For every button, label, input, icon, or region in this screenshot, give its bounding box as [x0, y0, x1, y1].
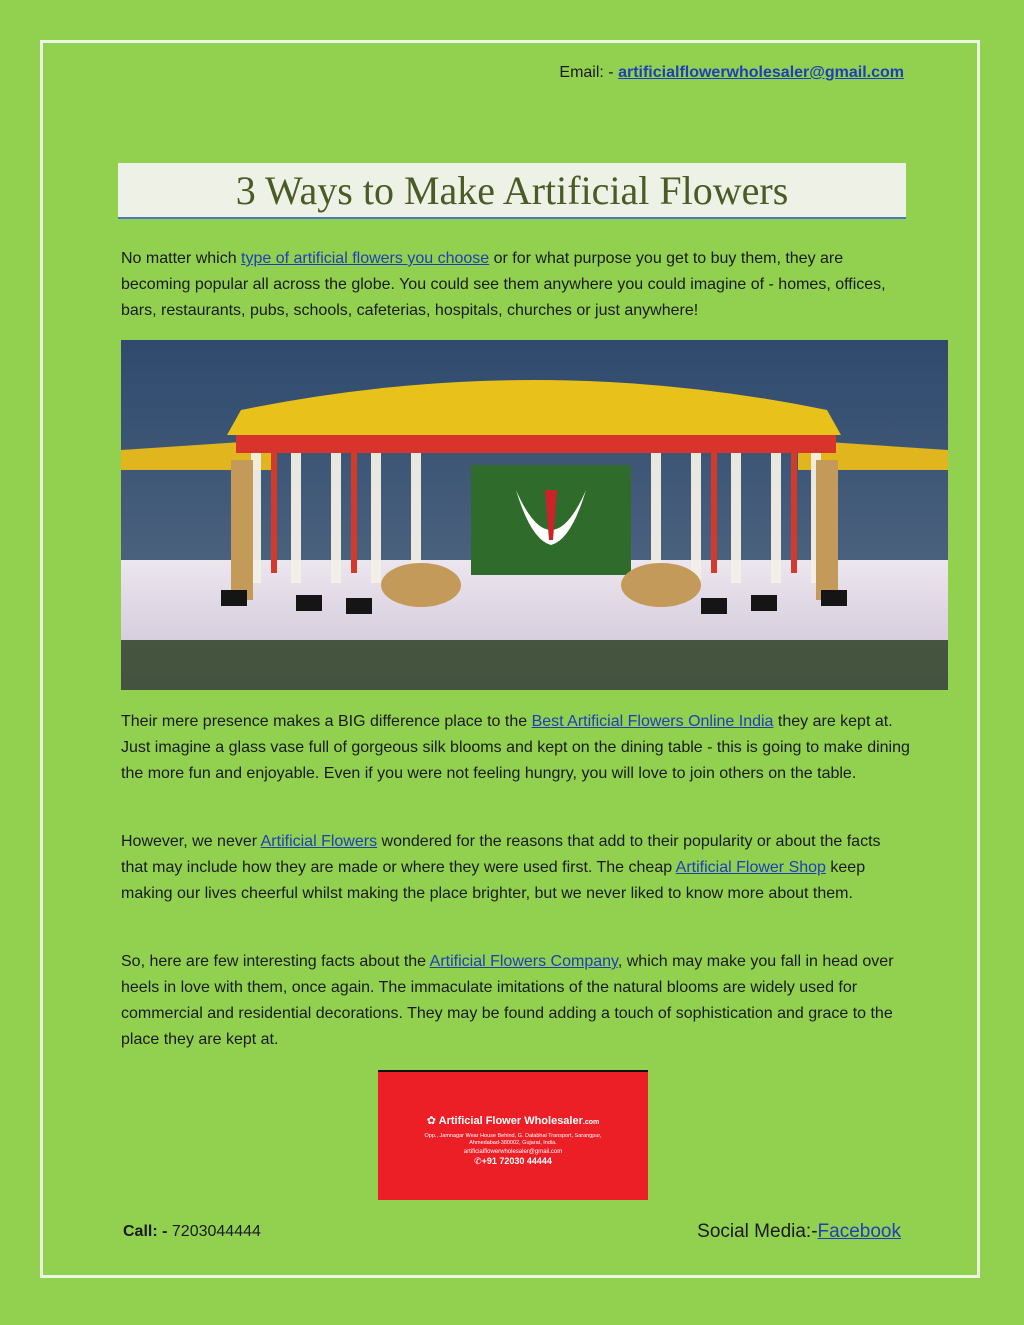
- intro-paragraph: [121, 246, 911, 324]
- footer-social: [697, 1221, 901, 1243]
- call-label: Call: -: [123, 1223, 168, 1240]
- para4-text-2: , which may make you fall in head over heels in love with them, once again. The immaculate imitations of the natural blooms are widely used for commercial and residential decorations. They may be found adding a touch of sophistication and grace to the place they are kept at.: [121, 953, 894, 1048]
- intro-text-2: or for what purpose you get to buy them, they are becoming popular all across the globe. You could see them anywhere you could imagine of - homes, offices, bars, restaurants, pubs, schools, cafeterias, hospitals, churches or just anywhere!: [121, 250, 886, 319]
- intro-text-1: No matter which: [121, 250, 242, 267]
- link-artificial-flower-shop[interactable]: Artificial Flower Shop: [675, 859, 826, 876]
- para4-text-1: So, here are few interesting facts about the: [121, 953, 430, 970]
- paragraph-facts: [121, 949, 911, 1053]
- para2-text-2: they are kept at. Just imagine a glass vase full of gorgeous silk blooms and kept on the dining table - this is going to make dining the more fun and enjoyable. Even if you were not feeling hungry, you will love to join others on the table.: [121, 713, 910, 782]
- paragraph-popularity: [121, 829, 911, 907]
- page-title: 3 Ways to Make Artificial Flowers: [235, 168, 789, 213]
- card-brand-name: Artificial Flower Wholesaler: [438, 1115, 583, 1127]
- card-brand: [378, 1114, 648, 1127]
- card-phone-number: +91 72030 44444: [481, 1156, 552, 1166]
- card-logo-icon: ✿: [426, 1115, 439, 1127]
- stage-decoration-photo: [121, 340, 948, 690]
- para3-text-2: wondered for the reasons that add to their popularity or about the facts that may include how they are made or where they were used first. The cheap: [121, 833, 881, 876]
- para3-text-3: keep making our lives cheerful whilst making the place brighter, but we never liked to know more about them.: [121, 859, 866, 902]
- link-best-artificial-flowers-online-india[interactable]: Best Artificial Flowers Online India: [531, 713, 774, 730]
- email-link[interactable]: artificialflowerwholesaler@gmail.com: [618, 64, 904, 81]
- card-phone: [378, 1156, 648, 1167]
- title-box: [118, 163, 906, 219]
- card-email: artificialflowerwholesaler@gmail.com: [463, 1149, 563, 1155]
- card-brand-suffix: .com: [582, 1119, 600, 1126]
- paragraph-presence: [121, 709, 911, 787]
- whatsapp-icon: ✆: [474, 1156, 482, 1166]
- email-label: Email: -: [559, 64, 614, 81]
- social-label: Social Media:-: [697, 1221, 818, 1242]
- para2-text-1: Their mere presence makes a BIG difference place to the: [121, 713, 532, 730]
- footer-call: [123, 1223, 261, 1241]
- facebook-link[interactable]: Facebook: [817, 1221, 901, 1242]
- header-email: [559, 64, 904, 82]
- business-card-image: [378, 1070, 648, 1200]
- link-artificial-flowers-company[interactable]: Artificial Flowers Company: [429, 953, 618, 970]
- link-type-of-artificial-flowers[interactable]: type of artificial flowers you choose: [241, 250, 490, 267]
- link-artificial-flowers[interactable]: Artificial Flowers: [260, 833, 378, 850]
- card-address: Opp., Jamnagar Wear House Behind, G. Dalabhai Transport, Sarangpur, Ahmedabad-380002, Gujarat, India.: [424, 1133, 602, 1146]
- para3-text-1: However, we never: [121, 833, 261, 850]
- call-number: 7203044444: [171, 1223, 261, 1240]
